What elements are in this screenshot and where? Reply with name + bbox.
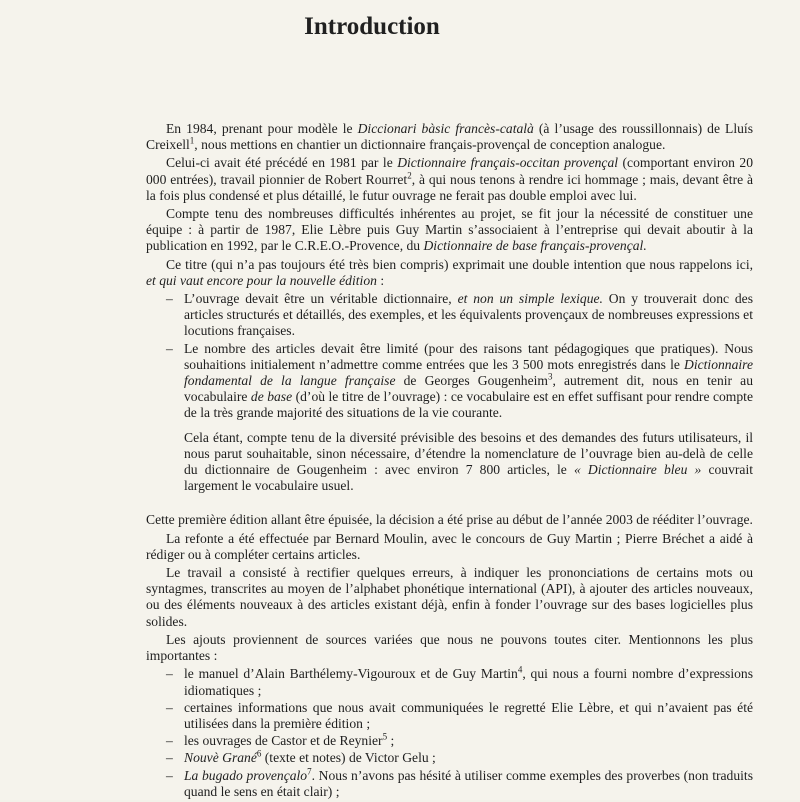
list-item: – le manuel d’Alain Barthélemy-Vigouroux et de Guy Martin$^4$, qui nous a fourni nombre d’expressions idiomatiques ;: [166, 664, 753, 698]
dash-bullet: –: [166, 733, 173, 749]
paragraph: La refonte a été effectuée par Bernard Moulin, avec le concours de Guy Martin ; Pierre Bréchet a aidé à rédiger ou à compléter certains articles.: [146, 530, 753, 562]
footnote-ref: 7: [307, 765, 312, 776]
list-item: – La bugado provençalo$^7$. Nous n’avons pas hésité à utiliser comme exemples des proverbes (non traduits quand le sens en était clair) ;: [166, 765, 753, 799]
list-item: – les ouvrages de Castor et de Reynier$^5$ ;: [166, 731, 395, 749]
list-item: – L’ouvrage devait être un véritable dictionnaire, et non un simple lexique. On y trouverait donc des articles structurés et détaillés, des exemples, et les équivalents provençaux de nombreuses expressions et locutions françaises.: [166, 291, 753, 339]
dash-bullet: –: [166, 291, 173, 307]
paragraph: Le travail a consisté à rectifier quelques erreurs, à indiquer les prononciations de certains mots ou syntagmes, transcrites au moyen de l’alphabet phonétique international (API), à ajouter des articles nouveaux, ou des éléments nouveaux à des articles existant déjà, enfin à fonder l’ouvrage sur des bases logicielles plus solides.: [146, 565, 753, 629]
document-body: [146, 121, 753, 802]
footnote-ref: 2: [407, 170, 412, 181]
paragraph: Celui-ci avait été précédé en 1981 par le Dictionnaire français-occitan provençal (comportant environ 20 000 entrées), travail pionnier de Robert Rourret$^2$, à qui nous tenons à rendre ici hommage ; mais, devant être à la fois plus condensé et plus détaillé, le futur ouvrage ne ferait pas double emploi avec lui.: [146, 155, 753, 203]
paragraph: Compte tenu des nombreuses difficultés inhérentes au projet, se fit jour la nécessité de constituer une équipe : à partir de 1987, Elie Lèbre puis Guy Martin s’associaient à l’entreprise qui devait aboutir à la publication en 1992, par le C.R.E.O.-Provence, du Dictionnaire de base français-provençal.: [146, 206, 753, 254]
dash-bullet: –: [166, 767, 173, 783]
paragraph: En 1984, prenant pour modèle le Diccionari bàsic francès-català (à l’usage des roussillonnais) de Lluís Creixell$^1$, nous mettions en chantier un dictionnaire français-provençal de conception analogue.: [146, 121, 753, 153]
list-item: – Le nombre des articles devait être limité (pour des raisons tant pédagogiques que pratiques). Nous souhaitions initialement n’admettre comme entrées que les 3 500 mots enregistrés dans le Dictionnaire fondamental de la langue française de Georges Gougenheim$^3$, autrement dit, nous en tenir au vocabulaire de base (d’où le titre de l’ouvrage) : ce vocabulaire est en effet suffisant pour rendre compte de la très grande majorité des situations de la vie courante.: [166, 340, 754, 421]
paragraph: Cette première édition allant être épuisée, la décision a été prise au début de l’année 2003 de rééditer l’ouvrage.: [146, 512, 753, 528]
indented-paragraph: Cela étant, compte tenu de la diversité prévisible des besoins et des demandes des futurs utilisateurs, il nous parut souhaitable, sinon nécessaire, d’étendre la nomenclature de l’ouvrage bien au-delà de celle du dictionnaire de Gougenheim : avec environ 7 800 articles, le « Dictionnaire bleu » couvrait largement le vocabulaire usuel.: [184, 429, 754, 494]
list-item: – Nouvè Grané$^6$ (texte et notes) de Victor Gelu ;: [166, 748, 436, 766]
paragraph: Ce titre (qui n’a pas toujours été très bien compris) exprimait une double intention que nous rappelons ici, et qui vaut encore pour la nouvelle édition :: [146, 256, 753, 288]
intent-list: [146, 291, 753, 422]
list-item: – certaines informations que nous avait communiquées le regretté Elie Lèbre, et qui n’avaient pas été utilisées dans la première édition ;: [166, 699, 753, 731]
footnote-ref: 5: [382, 731, 388, 742]
sources-list: [146, 666, 753, 800]
dash-bullet: –: [166, 340, 173, 356]
footnote-ref: 6: [256, 748, 262, 759]
dash-bullet: –: [166, 699, 173, 715]
page-title: Introduction: [304, 13, 440, 40]
paragraph: Les ajouts proviennent de sources variées que nous ne pouvons toutes citer. Mentionnons les plus importantes :: [146, 631, 753, 664]
dash-bullet: –: [166, 750, 173, 766]
dash-bullet: –: [166, 666, 173, 682]
footnote-ref: 1: [189, 135, 195, 146]
footnote-ref: 3: [547, 371, 553, 382]
footnote-ref: 4: [517, 664, 523, 675]
